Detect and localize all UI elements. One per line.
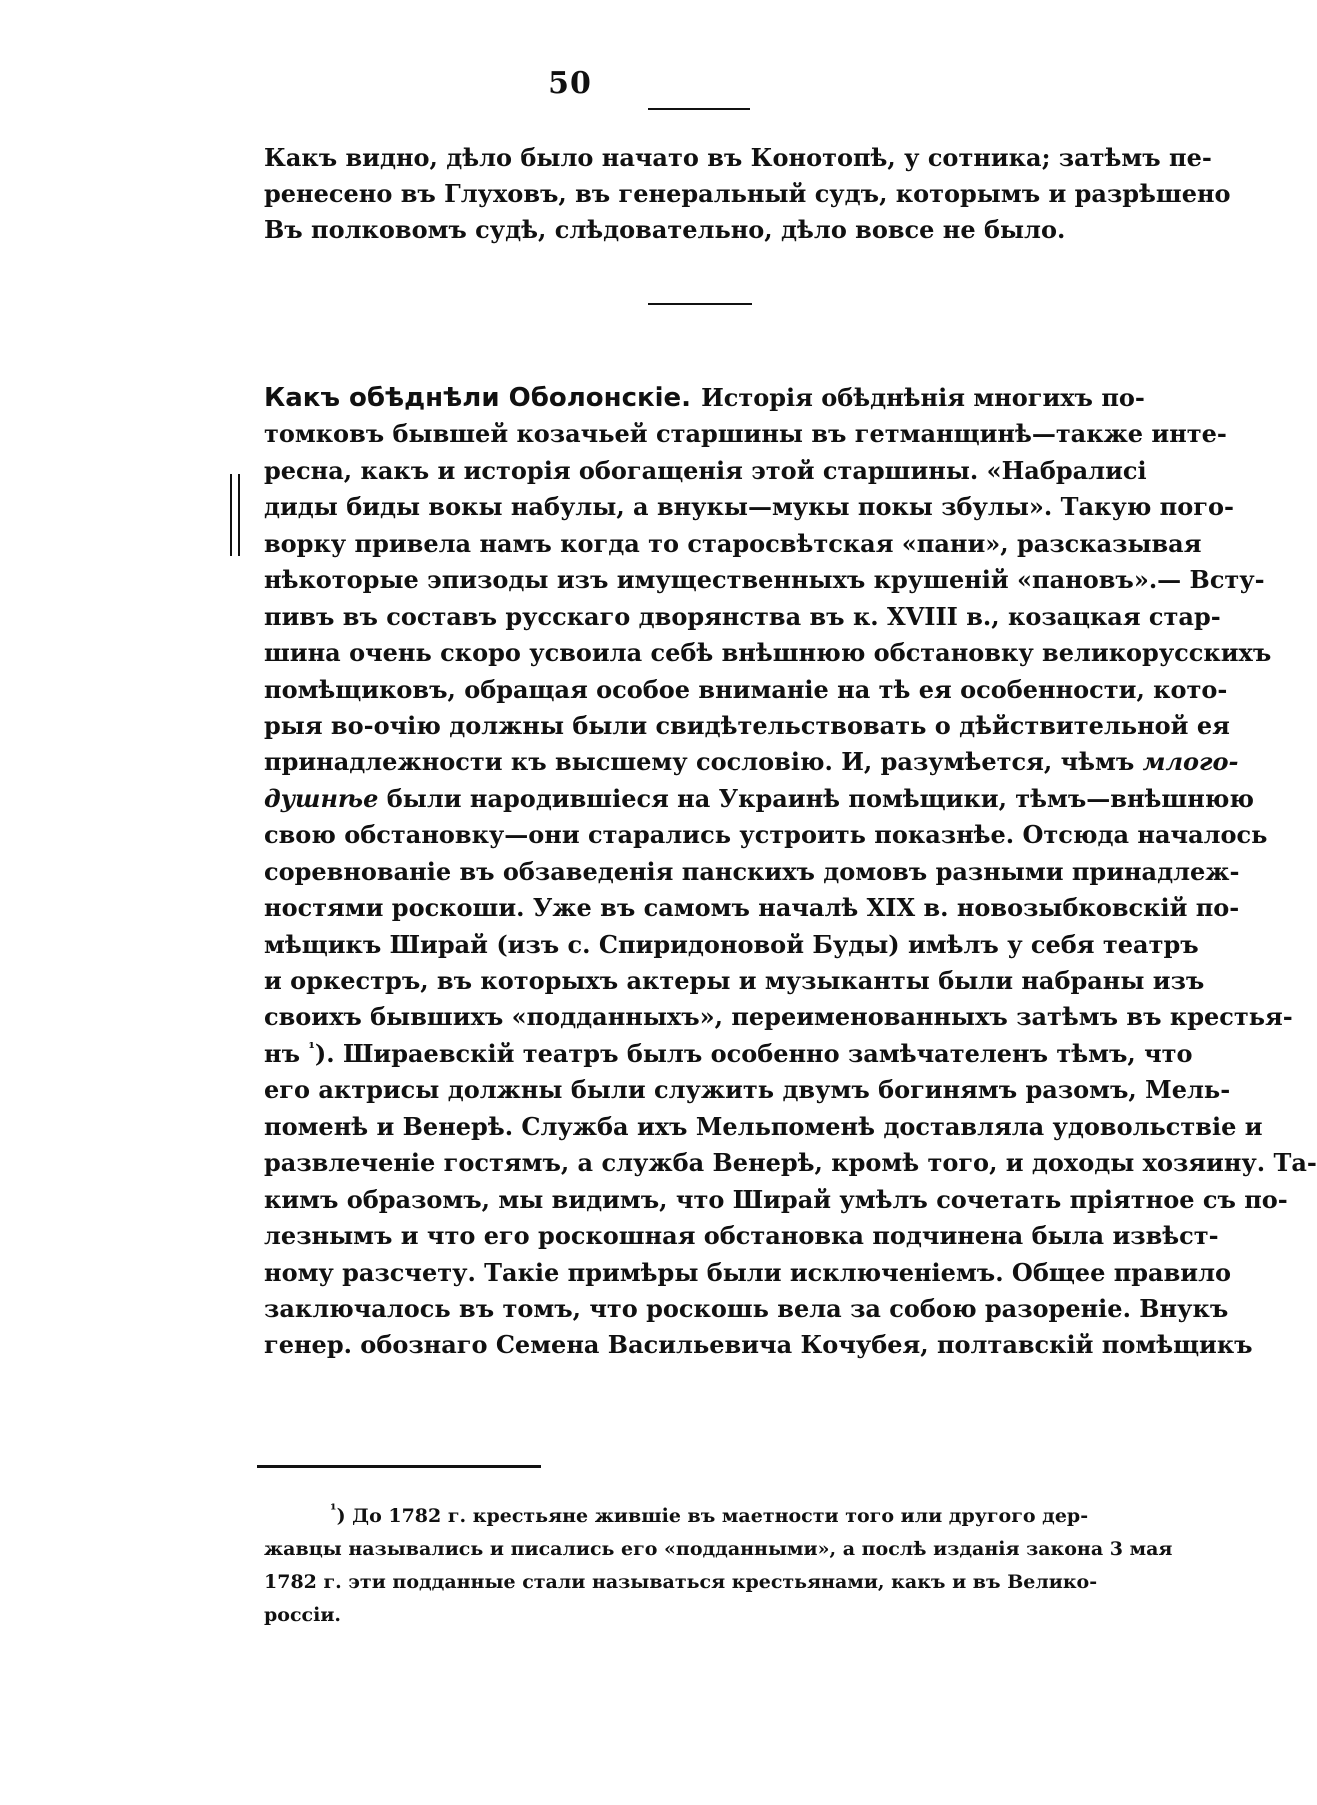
text-line: диды биды вокы набулы, а внукы—мукы покы збулы». Такую пого- — [264, 492, 1234, 522]
text-line: свою обстановку—они старались устроить показнѣе. Отсюда началось — [264, 820, 1268, 850]
text-line: Въ полковомъ судѣ, слѣдовательно, дѣло вовсе не было. — [264, 215, 1066, 245]
section-separator — [648, 303, 752, 305]
text-line: томковъ бывшей козачьей старшины въ гетманщинѣ—также инте- — [264, 419, 1227, 449]
text-line: мѣщикъ Ширай (изъ с. Спиридоновой Буды) имѣлъ у себя театръ — [264, 929, 1199, 959]
text-line — [264, 380, 1145, 416]
text-line: ворку привела намъ когда то старосвѣтская «пани», разсказывая — [264, 528, 1202, 558]
text-line: и оркестръ, въ которыхъ актеры и музыканты были набраны изъ — [264, 966, 1205, 995]
text-line: россіи. — [264, 1604, 342, 1626]
footnote — [264, 1500, 1173, 1632]
text-line: заключалось въ томъ, что роскошь вела за собою разореніе. Внукъ — [264, 1293, 1229, 1323]
text-line — [264, 1500, 1140, 1533]
text-line — [264, 1036, 1193, 1072]
text-line: генер. обознаго Семена Васильевича Кочубея, полтавскій помѣщикъ — [264, 1330, 1253, 1360]
text-line: жавцы назывались и писались его «подданными», а послѣ изданія закона 3 мая — [264, 1538, 1173, 1560]
text-line: его актрисы должны были служить двумъ богинямъ разомъ, Мель- — [264, 1075, 1231, 1105]
footnote-reference[interactable]: ¹ — [308, 1038, 315, 1057]
text-line: пивъ въ составъ русскаго дворянства въ к. XVIII в., козацкая стар- — [264, 601, 1221, 631]
text-fragment: ) До 1782 г. крестьяне жившіе въ маетности того или другого дер- — [336, 1505, 1089, 1527]
text-line: поменѣ и Венерѣ. Служба ихъ Мельпоменѣ доставляла удовольствіе и — [264, 1111, 1263, 1141]
text-fragment: были народившіеся на Украинѣ помѣщики, тѣмъ—внѣшнюю — [378, 783, 1254, 813]
text-fragment: ). Шираевскій театръ былъ особенно замѣчателенъ тѣмъ, что — [314, 1038, 1193, 1068]
margin-mark — [227, 474, 247, 556]
text-line: рыя во-очію должны были свидѣтельствовать о дѣйствительной ея — [264, 710, 1230, 740]
section-body — [264, 380, 1317, 1364]
text-line: соревнованіе въ обзаведенія панскихъ домовъ разными принадлеж- — [264, 856, 1240, 886]
text-line: помѣщиковъ, обращая особое вниманіе на тѣ ея особенности, кото- — [264, 674, 1228, 704]
section-heading: Какъ обѣднѣли Оболонскіе. — [264, 383, 692, 413]
text-line: шина очень скоро усвоила себѣ внѣшнюю обстановку великорусскихъ — [264, 638, 1272, 668]
italic-word: душнѣе — [264, 783, 379, 813]
text-line: 1782 г. эти подданные стали называться крестьянами, какъ и въ Велико- — [264, 1571, 1098, 1593]
text-line: кимъ образомъ, мы видимъ, что Ширай умѣлъ сочетать пріятное съ по- — [264, 1184, 1288, 1214]
text-fragment: нъ — [264, 1038, 309, 1068]
intro-paragraph — [264, 140, 1231, 249]
text-line — [264, 781, 1254, 817]
text-line — [264, 744, 1239, 780]
text-line: развлеченіе гостямъ, а служба Венерѣ, кромѣ того, и доходы хозяину. Та- — [264, 1148, 1317, 1178]
text-line: лезнымъ и что его роскошная обстановка подчинена была извѣст- — [264, 1221, 1219, 1251]
text-line: ному разсчету. Такіе примѣры были исключеніемъ. Общее правило — [264, 1257, 1231, 1287]
text-line: своихъ бывшихъ «подданныхъ», переименованныхъ затѣмъ въ крестья- — [264, 1002, 1293, 1032]
text-line: ренесено въ Глуховъ, въ генеральный судъ, которымъ и разрѣшено — [264, 179, 1231, 209]
text-line: ностями роскоши. Уже въ самомъ началѣ XIX в. новозыбковскій по- — [264, 893, 1240, 923]
text-fragment: принадлежности къ высшему сословію. И, разумѣется, чѣмъ — [264, 747, 1135, 777]
italic-word: млого- — [1142, 747, 1239, 777]
footnote-marker: ¹ — [330, 1500, 337, 1519]
page-number: 50 — [548, 66, 592, 101]
footnote-rule — [257, 1465, 541, 1468]
text-fragment: Исторія обѣднѣнія многихъ по- — [701, 383, 1145, 412]
text-line: нѣкоторые эпизоды изъ имущественныхъ крушеній «пановъ».— Всту- — [264, 565, 1265, 595]
page-number-underline — [648, 108, 750, 110]
text-line: ресна, какъ и исторія обогащенія этой старшины. «Набралисі — [264, 455, 1147, 485]
text-line: Какъ видно, дѣло было начато въ Конотопѣ, у сотника; затѣмъ пе- — [264, 143, 1212, 172]
